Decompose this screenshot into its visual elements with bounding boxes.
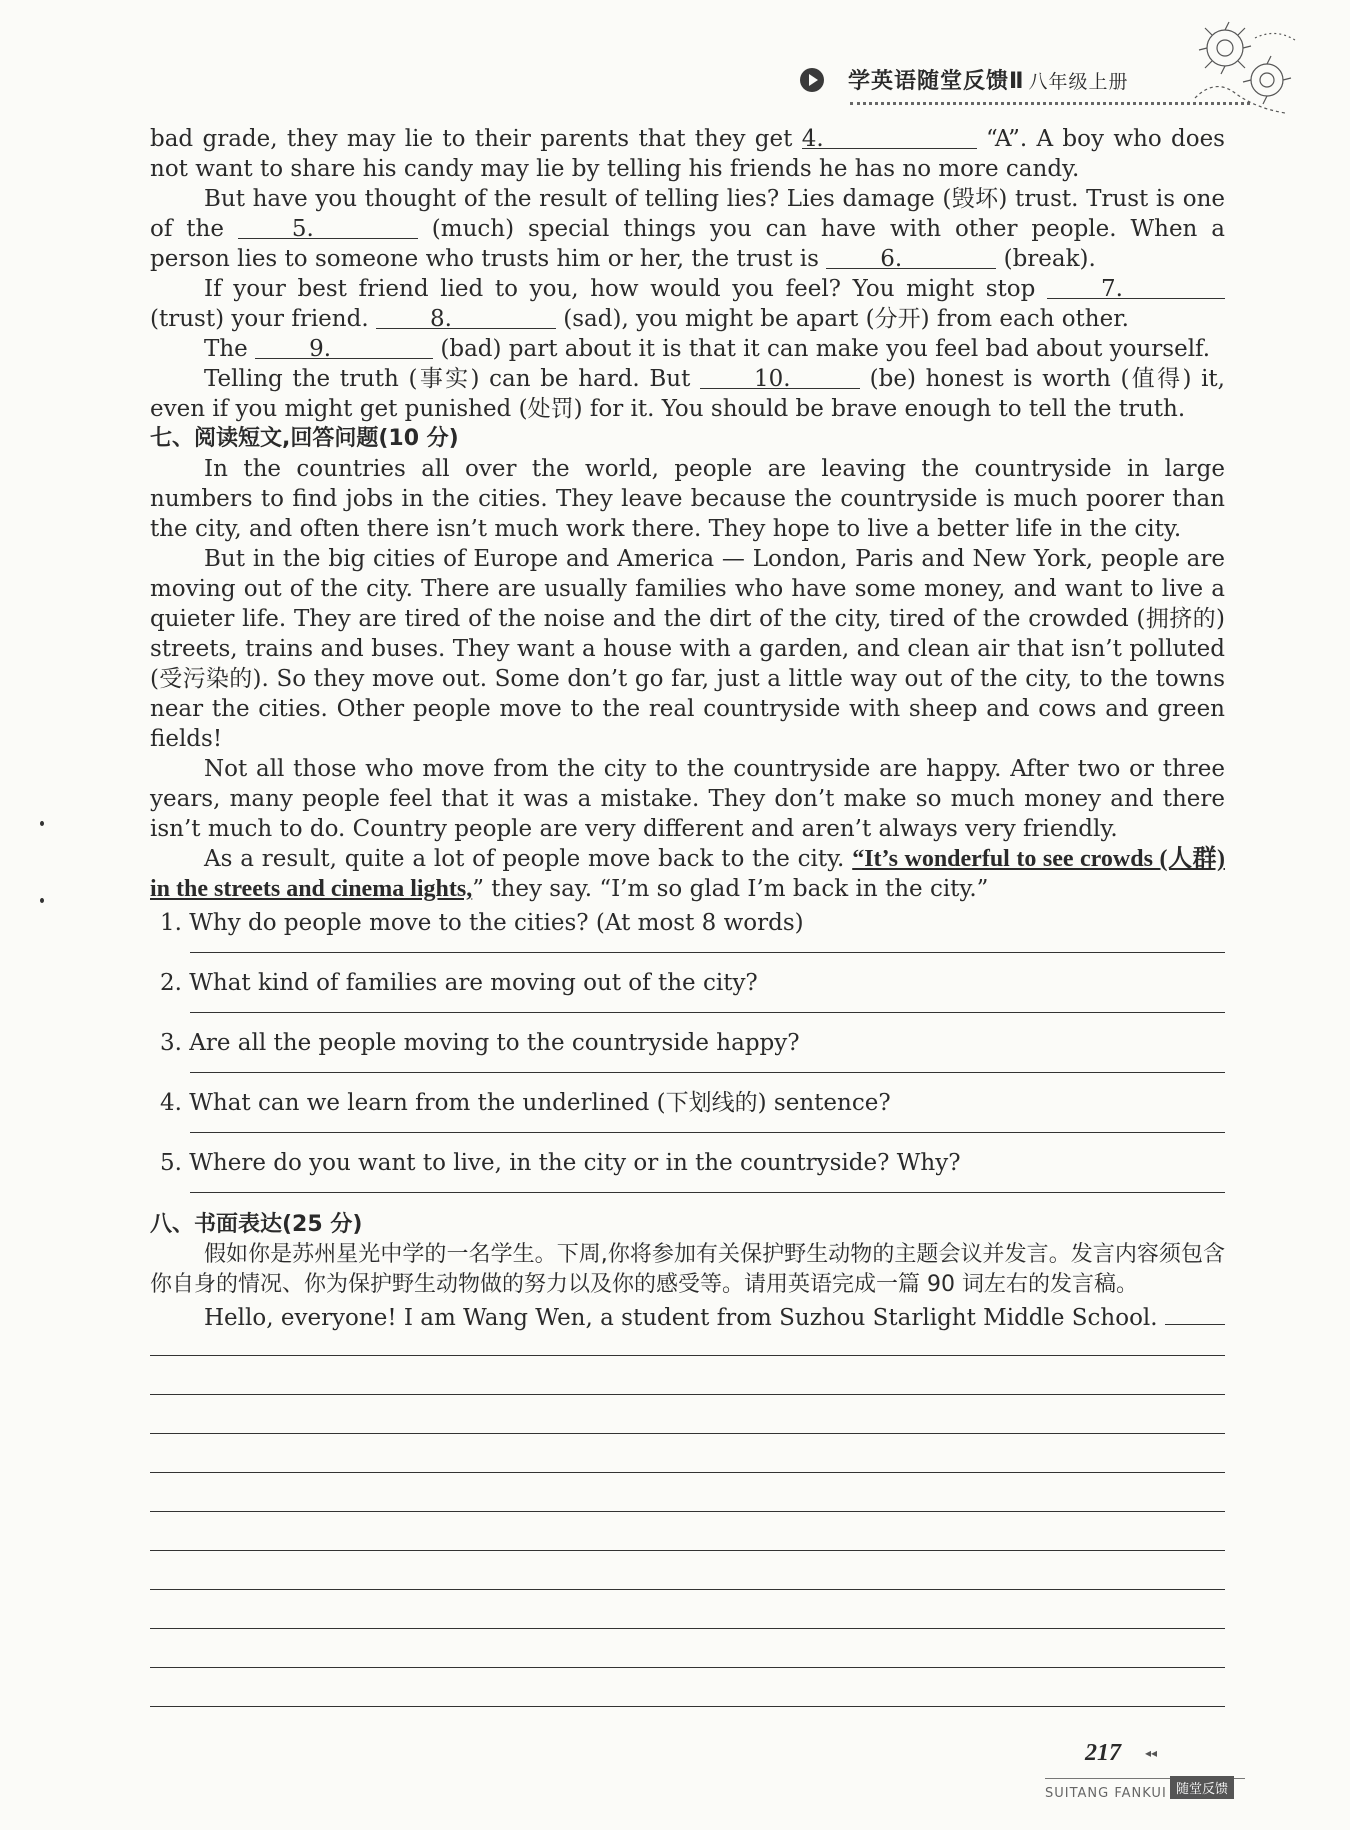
question-item: [160, 968, 1225, 1028]
reading-paragraph: As a result, quite a lot of people move back to the city. “It’s wonderful to see crowds (人群) in the streets and cinema lights,” they say. “I’m so glad I’m back in the city.”: [150, 846, 1225, 902]
writing-line[interactable]: [150, 1433, 1225, 1472]
footer-tag: 随堂反馈: [1170, 1776, 1234, 1799]
question-text: 1. Why do people move to the cities? (At most 8 words): [160, 910, 804, 936]
question-item: [160, 908, 1225, 968]
section-title: 七、阅读短文,回答问题(10 分): [150, 426, 459, 451]
passage-paragraph: bad grade, they may lie to their parents that they get 4. “A”. A boy who does not want to share his candy may lie by telling his friends he has no more candy.: [150, 126, 1225, 182]
margin-dot: [40, 898, 44, 903]
answer-blank-7[interactable]: 7.: [1047, 274, 1225, 299]
passage-paragraph: The 9. (bad) part about it is that it can make you feel bad about yourself.: [204, 336, 1211, 362]
play-icon: [800, 68, 824, 92]
writing-line[interactable]: [150, 1472, 1225, 1511]
question-text: 4. What can we learn from the underlined (下划线的) sentence?: [160, 1090, 891, 1116]
page-number: 217: [1085, 1740, 1121, 1766]
underlined-sentence: “It’s wonderful to see crowds (人群) in the streets and cinema lights,: [150, 846, 1225, 902]
answer-line[interactable]: [190, 1132, 1225, 1133]
passage-paragraph: But have you thought of the result of telling lies? Lies damage (毁坏) trust. Trust is one of the 5. (much) special things you can have with other people. When a person lies to someone who trusts him or her, the trust is 6. (break).: [150, 186, 1226, 272]
reading-paragraph: But in the big cities of Europe and America — London, Paris and New York, people are moving out of the city. There are usually families who have some money, and want to live a quieter life. They are tired of the noise and the dirt of the city, tired of the crowded (拥挤的) streets, trains and buses. They want a house with a garden, and clean air that isn’t polluted (受污染的). So they move out. Some don’t go far, just a little way out of the city, to the towns near the cities. Other people move to the real countryside with sheep and cows and green fields!: [150, 546, 1225, 752]
answer-line[interactable]: [190, 1072, 1225, 1073]
section-title: 八、书面表达(25 分): [150, 1212, 363, 1237]
writing-line[interactable]: [150, 1706, 1225, 1745]
flower-decoration-icon: [1185, 18, 1303, 128]
margin-dot: [40, 821, 44, 826]
writing-line[interactable]: [150, 1511, 1225, 1550]
answer-blank-8[interactable]: 8.: [376, 304, 556, 329]
answer-blank-10[interactable]: 10.: [700, 364, 860, 389]
reading-paragraph: Not all those who move from the city to the countryside are happy. After two or three years, many people feel that it was a mistake. They don’t make so much money and there isn’t much to do. Country people are very different and aren’t always very friendly.: [150, 756, 1225, 842]
answer-blank-9[interactable]: 9.: [255, 334, 433, 359]
question-item: [160, 1148, 1225, 1208]
grade-label: 八年级上册: [1028, 71, 1129, 93]
writing-prompt: 假如你是苏州星光中学的一名学生。下周,你将参加有关保护野生动物的主题会议并发言。发言内容须包含你自身的情况、你为保护野生动物做的努力以及你的感受等。请用英语完成一篇 90 词左右的发言稿。: [150, 1242, 1225, 1297]
page-content: [150, 124, 1225, 1745]
answer-line[interactable]: [190, 1192, 1225, 1193]
question-text: 5. Where do you want to live, in the city or in the countryside? Why?: [160, 1150, 961, 1176]
question-item: [160, 1028, 1225, 1088]
passage-paragraph: If your best friend lied to you, how would you feel? You might stop 7. (trust) your friend. 8. (sad), you might be apart (分开) from each other.: [150, 274, 1225, 334]
passage-paragraph: Telling the truth (事实) can be hard. But 10. (be) honest is worth (值得) it, even if you might get punished (处罚) for it. You should be brave enough to tell the truth.: [150, 366, 1225, 422]
writing-line[interactable]: [150, 1394, 1225, 1433]
writing-line[interactable]: [150, 1628, 1225, 1667]
question-text: 2. What kind of families are moving out of the city?: [160, 970, 758, 996]
writing-line[interactable]: [150, 1589, 1225, 1628]
arrow-icon: ◂◂: [1145, 1746, 1158, 1760]
writing-line[interactable]: [150, 1355, 1225, 1394]
answer-line[interactable]: [190, 1012, 1225, 1013]
book-title: 学英语随堂反馈Ⅱ 八年级上册: [848, 69, 1129, 94]
answer-blank-5[interactable]: 5.: [238, 214, 418, 239]
reading-paragraph: In the countries all over the world, people are leaving the countryside in large numbers to find jobs in the cities. They leave because the countryside is much poorer than the city, and often there isn’t much work there. They hope to live a better life in the city.: [150, 456, 1225, 542]
writing-line[interactable]: [150, 1667, 1225, 1706]
writing-starter: Hello, everyone! I am Wang Wen, a student from Suzhou Starlight Middle School.: [150, 1300, 1225, 1333]
answer-line[interactable]: [190, 952, 1225, 953]
answer-blank-4[interactable]: 4.: [802, 124, 977, 149]
footer-subtitle: SUITANG FANKUI: [1045, 1786, 1167, 1801]
question-text: 3. Are all the people moving to the countryside happy?: [160, 1030, 800, 1056]
question-item: [160, 1088, 1225, 1148]
writing-blank[interactable]: [1165, 1300, 1225, 1325]
writing-line[interactable]: [150, 1550, 1225, 1589]
answer-blank-6[interactable]: 6.: [826, 244, 996, 269]
